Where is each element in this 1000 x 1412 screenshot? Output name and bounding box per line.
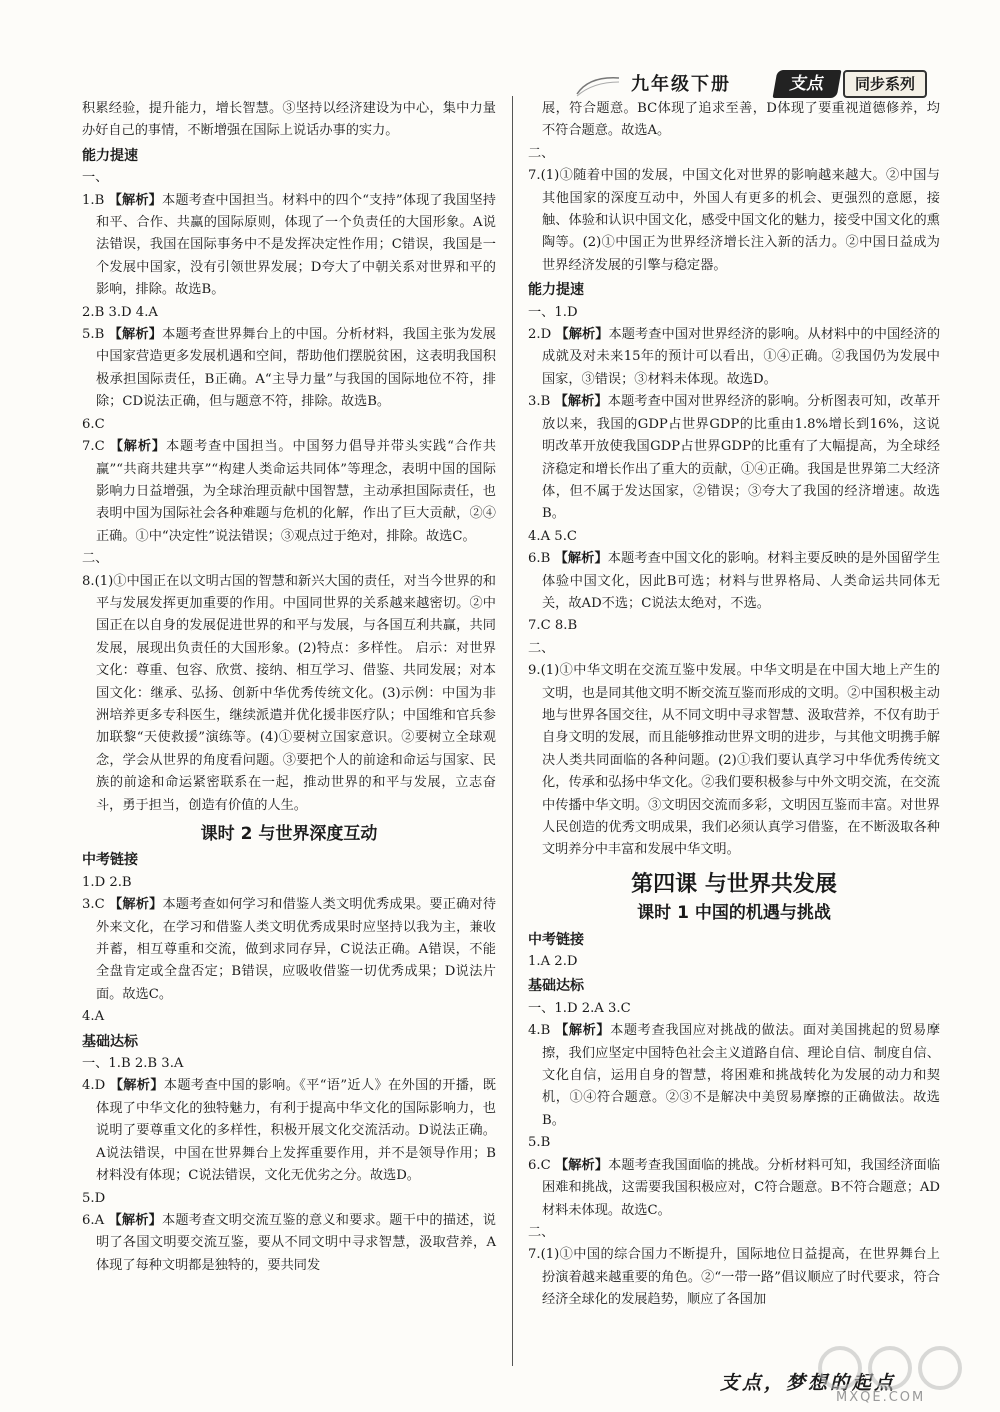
section-heading: 中考链接 [528,931,584,948]
analysis-tag: 【解析】 [109,1078,164,1094]
answer-item: 4.A [82,1009,105,1025]
unit-title: 第四课 与世界共发展 [631,871,837,897]
analysis-tag: 【解析】 [109,439,166,455]
intro-paragraph: 积累经验，提升能力，增长智慧。③坚持以经济建设为中心，集中力量办好自己的事情，不断增强在国际上说话办事的实力。 [82,101,496,139]
analysis-tag: 【解析】 [109,897,163,913]
answer-item: 4.D 【解析】本题考查中国的影响。《平“语”近人》在外国的开播，既体现了中华文化的独特魅力，有利于提高中华文化的国际影响力，也说明了要尊重文化的多样性，积极开展文化交流活动。D说法正确。A说法错误，中国在世界舞台上发挥重要作用，并不是领导作用；B材料没有体现；C说法错误，文化无优劣之分。故选D。 [82,1078,496,1184]
part-label: 二、 [528,145,555,161]
answer-item: 4.A 5.C [528,528,577,544]
answer-item: 5.B 【解析】本题考查世界舞台上的中国。分析材料，我国主张为发展中国家营造更多发展机遇和空间，帮助他们摆脱贫困，这表明我国积极承担国际责任，B正确。A“主导力量”与我国的国际地位不符，排除；CD说法正确，但与题意不符，排除。故选B。 [82,327,496,410]
answer-item: 3.C 【解析】本题考查如何学习和借鉴人类文明优秀成果。要正确对待外来文化，在学习和借鉴人类文明优秀成果时应坚持以我为主，兼收并蓄，相互尊重和交流，做到求同存异，C说法正确。A错误，不能全盘肯定或全盘否定；B错误，应吸收借鉴一切优秀成果；D说法片面。故选C。 [82,897,497,1002]
section-heading: 基础达标 [82,1033,138,1050]
brand-logo: 支点 [773,70,842,98]
left-column [82,98,496,1277]
right-column [528,98,940,1312]
answer-item: 5.D [82,1190,106,1206]
section-heading: 基础达标 [528,978,584,995]
answer-item: 7.C 【解析】本题考查中国担当。中国努力倡导并带头实践“合作共赢”“共商共建共享”“构建人类命运共同体”等理念，表明中国的国际影响力日益增强，为全球治理贡献中国智慧，主动承担国际责任，也表明中国为国际社会各种难题与危机的化解，作出了巨大贡献，②④正确。①中“决定性”说法错误；③观点过于绝对，排除。故选C。 [82,439,496,544]
grade-label: 九年级下册 [631,74,731,95]
answer-item: 5.B [528,1135,551,1151]
section-heading: 中考链接 [82,852,138,869]
answer-item: 6.A 【解析】本题考查文明交流互鉴的意义和要求。题干中的描述，说明了各国文明要交流互鉴，要从不同文明中寻求智慧，汲取营养，A体现了每种文明都是独特的，要共同发 [82,1212,496,1273]
analysis-tag: 【解析】 [554,1157,609,1173]
analysis-tag: 【解析】 [555,327,609,343]
swoosh-icon [575,72,621,98]
part-label: 二、 [82,551,109,567]
answer-item: 9.(1)①中华文明在交流互鉴中发展。中华文明是在中国大地上产生的文明，也是同其他文明不断交流互鉴而形成的文明。②中国积极主动地与世界各国交往，从不同文明中寻求智慧、汲取营养，不仅有助于自身文明的发展，而且能够推动世界文明的进步，与其他文明携手解决人类共同面临的各种问题。(2)①我们要认真学习中华优秀传统文化，传承和弘扬中华文化。②我们要积极参与中外文明交流，在交流中传播中华文明。③文明因交流而多彩，文明因互鉴而丰富。对世界人民创造的优秀文明成果，我们必须认真学习借鉴，在不断汲取各种文明养分中丰富和发展中华文明。 [528,663,940,858]
continued-text: 展，符合题意。BC体现了追求至善，D体现了要重视道德修养，均不符合题意。故选A。 [542,101,940,139]
answer-item: 一、1.D 2.A 3.C [528,1000,631,1016]
part-label: 一、 [82,170,109,186]
analysis-tag: 【解析】 [554,551,608,567]
answer-item: 1.B 【解析】本题考查中国担当。材料中的四个“支持”体现了我国坚持和平、合作、共赢的国际原则，体现了一个负责任的大国形象。A说法错误，我国在国际事务中不是发挥决定性作用；C错误，我国是一个发展中国家，没有引领世界发展；D夸大了中朝关系对世界和平的影响，排除。故选B。 [82,192,496,298]
lesson-title: 课时 1 中国的机遇与挑战 [637,903,831,924]
answer-item: 一、1.B 2.B 3.A [82,1056,184,1072]
answer-item: 2.D 【解析】本题考查中国对世界经济的影响。从材料中的中国经济的成就及对未来15年的预计可以看出，①④正确。②我国仍为发展中国家，③错误；③材料未体现。故选D。 [528,327,941,387]
part-label: 二、 [528,1224,555,1240]
analysis-tag: 【解析】 [108,192,163,208]
column-divider [512,96,513,1366]
section-heading: 能力提速 [82,147,138,164]
answer-item: 4.B 【解析】本题考查我国应对挑战的做法。面对美国挑起的贸易摩擦，我们应坚定中国特色社会主义道路自信、理论自信、制度自信、文化自信，运用自身的智慧，将困难和挑战转化为发展的动力和契机，①④符合题意。②③不是解决中美贸易摩擦的正确做法。故选B。 [528,1023,940,1128]
lesson-title: 课时 2 与世界深度互动 [200,824,378,844]
answer-item: 8.(1)①中国正在以文明古国的智慧和新兴大国的责任，对当今世界的和平与发展发挥更加重要的作用。中国同世界的关系越来越密切。②中国正在以自身的发展促进世界的和平与发展，与各国互利共赢，共同发展，展现出负责任的大国形象。(2)特点：多样性。 启示：对世界文化：尊重、包容、欣赏、接纳、相互学习、借鉴、共同发展；对本国文化：继承、弘扬、创新中华优秀传统文化。(3)示例：中国为非洲培养更多专科医生，继续派遣并优化援非医疗队；中国维和官兵参加联黎“天使救援”演练等。(4)①要树立国家意识。②要树立全球观念，学会从世界的角度看问题。③要把个人的前途和命运与国家、民族的前途和命运紧密联系在一起，推动世界的和平与发展，立志奋斗，勇于担当，创造有价值的人生。 [82,573,496,813]
analysis-tag: 【解析】 [555,1023,611,1039]
answer-item: 1.A 2.D [528,954,578,970]
series-badge: 同步系列 [843,70,927,98]
answer-item: 一、1.D [528,304,578,320]
watermark-logo-icon [810,1342,970,1394]
analysis-tag: 【解析】 [108,327,163,343]
answer-item: 6.C 【解析】本题考查我国面临的挑战。分析材料可知，我国经济面临困难和挑战，这需要我国积极应对，C符合题意。B不符合题意；AD材料未体现。故选C。 [528,1157,941,1218]
answer-item: 6.B 【解析】本题考查中国文化的影响。材料主要反映的是外国留学生体验中国文化，因此B可选；材料与世界格局、人类命运共同体无关，故AD不选；C说法太绝对，不选。 [528,551,941,611]
answer-item: 6.C [82,416,105,432]
section-heading: 能力提速 [528,282,584,299]
answer-item: 7.(1)①随着中国的发展，中国文化对世界的影响越来越大。②中国与其他国家的深度互动中，外国人有更多的机会、更强烈的意愿，接触、体验和认识中国文化，感受中国文化的魅力，接受中国文化的熏陶等。(2)①中国正为世界经济增长注入新的活力。②中国日益成为世界经济发展的引擎与稳定器。 [528,168,940,273]
answer-item: 7.(1)①中国的综合国力不断提升，国际地位日益提高，在世界舞台上扮演着越来越重要的角色。②“一带一路”倡议顺应了时代要求，符合经济全球化的发展趋势，顺应了各国加 [528,1247,940,1308]
answer-item: 1.D 2.B [82,874,132,890]
answer-item: 3.B 【解析】本题考查中国对世界经济的影响。分析图表可知，改革开放以来，我国的GDP占世界GDP的比重由1.8%增长到16%，这说明改革开放使我国GDP占世界GDP的比重有了大幅提高，为全球经济稳定和增长作出了重大的贡献，①④正确。我国是世界第二大经济体，但不属于发达国家，②错误；③夸大了我国的经济增速。故选B。 [528,394,941,522]
analysis-tag: 【解析】 [554,394,608,410]
analysis-tag: 【解析】 [108,1212,162,1228]
footer-slogan: 支点，梦想的起点 [720,1372,897,1394]
part-label: 二、 [528,640,555,656]
watermark-text: MXQE.COM [836,1390,926,1405]
answer-item: 7.C 8.B [528,618,578,634]
answer-item: 2.B 3.D 4.A [82,304,158,320]
